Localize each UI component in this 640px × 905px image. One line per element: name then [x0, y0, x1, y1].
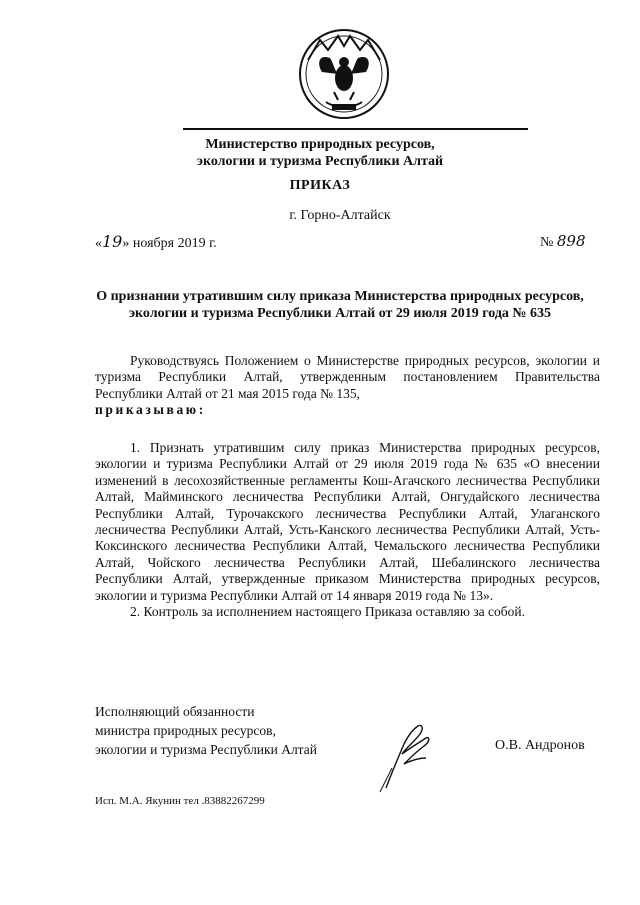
preamble-text: Руководствуясь Положением о Министерстве природных ресурсов, экологии и туризма Республики Алтай, утвержденным постановлением Правительства Республики Алтай от 21 мая 2015 года № 135,	[95, 353, 600, 401]
date-rest: » ноября 2019 г.	[122, 236, 217, 251]
signatory-title	[95, 702, 317, 759]
city: г. Горно-Алтайск	[289, 208, 391, 223]
number-prefix: №	[540, 235, 554, 250]
signatory-title-line-3: экологии и туризма Республики Алтай	[95, 742, 317, 757]
order-item-1: 1. Признать утратившим силу приказ Министерства природных ресурсов, экологии и туризма Республики Алтай от 29 июля 2019 года № 635 «О внесении изменений в лесохозяйственные регламенты Кош-Агачского лесничества Республики Алтай, Майминского лесничества Республики Алтай, Онгудайского лесничества Республики Алтай, Турочакского лесничества Республики Алтай, Улаганского лесничества Республики Алтай, Усть-Канского лесничества Республики Алтай, Усть-Коксинского лесничества Республики Алтай, Чемальского лесничества Республики Алтай, Чойского лесничества Республики Алтай, Шебалинского лесничества Республики Алтай, утвержденные приказом Министерства природных ресурсов, экологии и туризма Республики Алтай от 14 января 2019 года № 13».	[95, 440, 600, 603]
ministry-line-1: Министерство природных ресурсов,	[205, 137, 435, 152]
date-open-quote: «	[95, 236, 102, 251]
signatory-title-line-2: министра природных ресурсов,	[95, 723, 276, 738]
order-subject: О признании утратившим силу приказа Министерства природных ресурсов, экологии и туризма Республики Алтай от 29 июля 2019 года № 635	[96, 289, 584, 321]
order-number	[540, 232, 586, 251]
ministry-name	[150, 136, 490, 170]
handwritten-signature	[368, 718, 438, 793]
document-type: ПРИКАЗ	[289, 178, 351, 193]
republic-emblem-icon	[298, 28, 390, 120]
header-rule	[183, 128, 528, 130]
order-items	[95, 440, 600, 620]
number-handwritten: 898	[556, 232, 586, 250]
date-day-handwritten: 19	[102, 232, 123, 251]
executor-note: Исп. М.А. Якунин тел .83882267299	[95, 795, 265, 807]
signatory-name: О.В. Андронов	[495, 738, 585, 753]
order-item-2: 2. Контроль за исполнением настоящего Приказа оставляю за собой.	[130, 604, 526, 620]
ministry-line-2: экологии и туризма Республики Алтай	[196, 154, 444, 169]
order-word: приказываю:	[95, 402, 206, 418]
order-date	[95, 232, 217, 252]
preamble-block	[95, 353, 600, 419]
signatory-title-line-1: Исполняющий обязанности	[95, 704, 255, 719]
